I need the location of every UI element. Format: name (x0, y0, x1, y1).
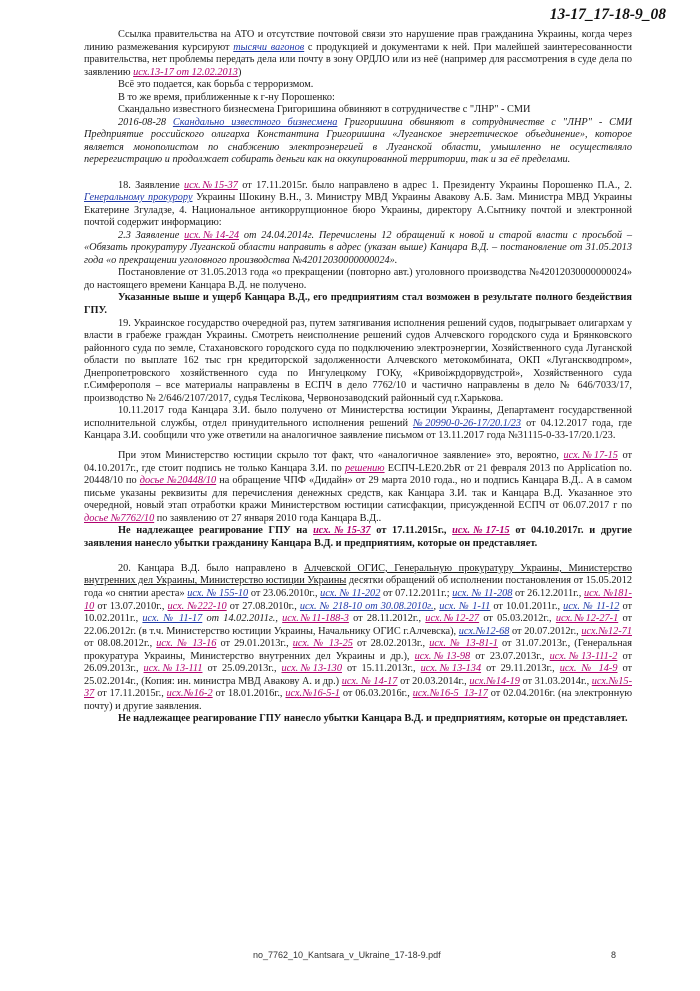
text-run: 2.3 Заявление (118, 229, 185, 241)
text-run: от 25.09.2013г., (202, 663, 282, 675)
link-ref-12-27-1[interactable]: исх.№12-27-1 (555, 613, 619, 625)
text-run: от 17.11.2015г., (94, 688, 167, 700)
text-run: от 23.07.2013г., (470, 650, 550, 662)
paragraph-19: 19. Украинское государство очередной раз, путем затягивания исполнения решений судов, подыгрывает олигархам у власти в грабеже граждан Украины. Смотреть неисполнение решений судов Алчевского городского суда и Брянковского районного суда по земле, Стахановского городского суда по подключению электроэнергии, Хозяйственного суда Луганской области по выплате 162 тыс грн кредиторской задолженности Алчевского метокомбината, ОКП «Луганскводпром», Днепропетровского хозяйственного суда по Ингулецкому ГОКу, «Кривоіжрдорвудстрой», Хозяйственного суда г.Симферополя – все материалы направлены в ЕСПЧ в дело 7762/10 и частично направлены в дело № 646/7033/17, производство № 2/646/2107/2017, судья Теслікова, Червонозаводский районный суд г.Харькова. (84, 317, 632, 404)
link-ref-218-10[interactable]: исх. № 218-10 от 30.08.2010г. (299, 600, 434, 612)
link-ref-155-10[interactable]: исх. № 155-10 (187, 587, 249, 599)
link-ref-11-188-3[interactable]: исх.№11-188-3 (282, 613, 349, 625)
text-run: от 22.06.2012г. (в т.ч. Министерство юстиции Украины, Начальнику ОГИС г.Алчевска), (84, 613, 633, 637)
text-run: от 18.01.2016г., (212, 688, 286, 700)
link-ref-17-15[interactable]: исх.№17-15 (452, 525, 510, 537)
text-run: от 14.02.2011г., (202, 613, 283, 625)
text-run: на обращение ЧПФ «Дидайн» от 29 марта 2010 года., но и подпись Канцара В.Д.. А в самом письме указаны реквизиты для перечисления денежных средств, как Канцара З.И. так и Канцара В.Д. Указанное это очередной, новый этап отработки кражи Министерством юстиции сатисфакции, присужденной ЕСПЧ от 06.07.2017 г по (84, 475, 632, 512)
link-ref-13-98[interactable]: исх.№13-98 (414, 650, 471, 662)
link-ref-16-2[interactable]: исх.№16-2 (166, 688, 213, 700)
link-prosecutor-general[interactable]: Генеральному прокурору (84, 192, 193, 204)
paragraph-20 (84, 563, 632, 714)
paragraph-ministry-justice (84, 405, 632, 443)
text-run: от 07.12.2011г.; (380, 587, 453, 599)
paragraph-grigorishin-quote (84, 117, 632, 167)
text-run: 20. Канцара В.Д. было направлено в (118, 562, 304, 574)
link-dossier-7762[interactable]: досье №7762/10 (84, 512, 155, 524)
link-ref-20990[interactable]: №20990-0-26-17/20.1/23 (413, 417, 522, 429)
text-run: от 25.02.2014г., (Копия: ин. министра МВД Авакову А. и др.) (84, 663, 633, 687)
paragraph-improper-response (84, 525, 632, 550)
link-ref-13-17[interactable]: исх.13-17 от 12.02.2013 (133, 66, 238, 78)
text-run: от 15.11.2013г., (341, 663, 421, 675)
link-ref-14-19[interactable]: исх.№14-19 (469, 675, 520, 687)
link-dossier-20448[interactable]: досье №20448/10 (139, 475, 217, 487)
link-ref-11-202[interactable]: исх. № 11-202 (320, 587, 381, 599)
link-ref-1-11[interactable]: исх. № 1-11 (439, 600, 491, 612)
link-ref-16-5-13-17[interactable]: исх.№16-5_13-17 (412, 688, 488, 700)
link-ref-12-27[interactable]: исх.№12-27 (425, 613, 480, 625)
spacer (84, 167, 632, 180)
link-ref-13-134[interactable]: исх.№13-134 (420, 663, 482, 675)
text-run: от 26.09.2013г., (84, 650, 633, 675)
link-ref-11-12[interactable]: исх. № 11-12 (563, 600, 620, 612)
text-run: от 31.07.2013г., (Генеральная прокуратура Украины, Министерство внутренних дел Украины и др.), (84, 638, 632, 662)
text-run: от 24.04.2014г. Перечислены 12 обращений к новой и старой власти с просьбой – «Обязать прокуратуру Луганской области направить в адрес (указан выше) Канцара В.Д. – постановление от 31.05.2013 года «о прекращении уголовного производства №42012030000000024». (84, 229, 632, 266)
paragraph-ato (84, 29, 632, 79)
text-run: от 04.10.2017г. и другие заявления нанесло убытки гражданину Канцара В.Д. и предприятиям, которые он представляет. (84, 525, 632, 549)
link-ref-11-208[interactable]: исх. № 11-208 (452, 587, 513, 599)
footer-filename: no_7762_10_Kantsara_v_Ukraine_17-18-9.pdf (253, 950, 441, 960)
text-run: от 10.02.2011г., (84, 600, 633, 625)
link-ref-15-37[interactable]: исх.№15-37 (313, 525, 371, 537)
paragraph-2-3 (84, 230, 632, 268)
text-run: по заявлению от 27 января 2010 года Канцара В.Д.. (154, 512, 382, 524)
text-run: от 28.11.2012г., (348, 613, 426, 625)
footer-page-number: 8 (611, 950, 617, 960)
link-ref-13-130[interactable]: исх.№13-130 (281, 663, 342, 675)
text-run: Украины Шокину В.Н., 3. Министру МВД Украины Авакову А.Б. Зам. Министра МВД Украины Екатерине Згуладзе, 4. Национальное антикоррупционное бюро Украины, директору А.Сытнику почтой и электронной почтой содержит информацию: (84, 192, 632, 229)
paragraph-analogous (84, 450, 632, 525)
text-run: от 31.03.2014г., (519, 675, 592, 687)
text-run: с продукцией и документами к ней. При малейшей заинтересованности правительства, нет проблемы передать дела или почту в зону ОРДЛО или из неё (например для рассмотрения в суде дела по заявлению (84, 41, 632, 78)
text-run: от 06.03.2016г., (339, 688, 413, 700)
link-ref-13-111[interactable]: исх.№13-111 (143, 663, 203, 675)
text-run: от 02.04.2016г. (на электронную почту) и другие заявления. (84, 688, 633, 712)
document-page-id: 13-17_17-18-9_08 (549, 6, 666, 23)
text-run: ) (237, 66, 242, 78)
link-ref-222-10[interactable]: исх. №222-10 (167, 600, 227, 612)
link-decision[interactable]: решению (344, 462, 385, 474)
link-ref-11-17[interactable]: исх. № 11-17 (142, 613, 203, 625)
text-run: десятки обращений об исполнении постановления от 15.05.2012 года «о снятии ареста» (84, 575, 632, 599)
text-run: от 29.11.2013г., (481, 663, 560, 675)
link-ref-14-17[interactable]: исх. № 14-17 (341, 675, 398, 687)
paragraph-18 (84, 180, 632, 230)
text-run: от 28.02.2013г., (352, 638, 430, 650)
link-ref-12-68[interactable]: исх.№12-68 (458, 625, 510, 637)
link-wagons[interactable]: тысячи вагонов (233, 41, 305, 53)
text-run: Григоришина обвиняют в сотрудничестве с "ЛНР" - СМИ Предприятие российского олигарха Константина Григоришина «Луганское энергетическое объединение», которое является монополистом по снабжению электроэнергией в Луганской области, умышленно не осуществляло перерегистрацию и продолжает собирать деньги как на оккупированной территории, так и за её пределами. (84, 116, 632, 166)
link-ref-13-25[interactable]: исх. № 13-25 (292, 638, 353, 650)
link-ref-13-16[interactable]: исх. № 13-16 (156, 638, 217, 650)
text-run: от 17.11.2015г., (370, 525, 453, 537)
link-ref-13-81-1[interactable]: исх. № 13-81-1 (429, 638, 498, 650)
text-run: от 23.06.2010г., (248, 587, 321, 599)
text-run: 18. Заявление (118, 179, 184, 191)
text-run: от 08.08.2012г., (84, 638, 157, 650)
text-run: 2016-08-28 (118, 116, 173, 128)
text-run: от 04.12.2017 года, где Канцара З.И. сообщили что уже ответили на аналогичное заявление письмом от 13.11.2017 года №31115-0-33-17/20.1/23. (84, 417, 632, 442)
link-ref-17-15[interactable]: исх.№17-15 (563, 450, 618, 461)
text-run: от 04.10.2017г., где стоит подпись не только Канцара З.И. по (84, 450, 632, 474)
text-run: от 27.08.2010г., (226, 600, 300, 612)
text-run: от 17.11.2015г. было направлено в адрес 1. Президенту Украины Порошенко П.А., 2. (237, 179, 633, 191)
link-authorities[interactable]: Алчевской ОГИС, Генеральную прокуратуру Украины, Министерство внутренних дел Украины, Министерство юстиции Украины (84, 562, 632, 587)
text-run: 10.11.2017 года Канцара З.И. было получено от Министерства юстиции Украины, Департамент государственной исполнительной службы, отдел принудительного исполнения решений (84, 405, 632, 429)
link-scandal-news[interactable]: Скандально известного бизнесмена (172, 116, 338, 128)
text-run: от 13.07.2010г., (94, 600, 168, 612)
link-ref-14-24[interactable]: исх.№14-24 (184, 229, 240, 241)
link-ref-13-111-2[interactable]: исх.№13-111-2 (549, 650, 618, 662)
text-run: от 20.07.2012г., (509, 625, 582, 637)
text-run: от 20.03.2014г., (397, 675, 470, 687)
spacer (84, 443, 632, 450)
link-ref-15-37[interactable]: исх.№15-37 (84, 675, 632, 700)
spacer (84, 550, 632, 563)
paragraph-poroshenko: В то же время, приближенные к г-ну Порошенко: (118, 91, 335, 103)
link-ref-14-9[interactable]: исх. № 14-9 (559, 663, 618, 675)
link-ref-12-71[interactable]: исх.№12-71 (581, 625, 632, 637)
link-ref-15-37[interactable]: исх.№15-37 (184, 179, 238, 191)
paragraph-resolution: Постановление от 31.05.2013 года «о прекращении (повторно авт.) уголовного производства №42012030000000024» до настоящего времени Канцара В.Д. не получено. (84, 267, 632, 291)
text-run: ЕСПЧ-LE20.2bR от 21 февраля 2013 по Application no. 20448/10 по (84, 462, 632, 487)
text-run: Не надлежащее реагирование ГПУ на (118, 525, 314, 537)
text-run: от 26.12.2011г., (512, 587, 584, 599)
text-run: , (433, 600, 440, 612)
paragraph-grigorishin-headline: Скандально известного бизнесмена Григоришина обвиняют в сотрудничестве с "ЛНР" - СМИ (118, 104, 531, 116)
paragraph-terrorism: Всё это подается, как борьба с терроризмом. (118, 79, 314, 91)
text-run: Ссылка правительства на АТО и отсутствие почтовой связи это нарушение прав гражданина Украины, когда через линию размежевания курсируют (84, 29, 632, 53)
paragraph-damage-gpu: Указанные выше и ущерб Канцара В.Д., его предприятиям стал возможен в результате полного бездействия ГПУ. (84, 292, 632, 316)
link-ref-181-10[interactable]: исх. №181-10 (84, 587, 632, 612)
text-run: от 05.03.2012г., (479, 613, 556, 625)
link-ref-16-5-1[interactable]: исх.№16-5-1 (285, 688, 340, 700)
paragraph-final-damage: Не надлежащее реагирование ГПУ нанесло убытки Канцара В.Д. и предприятиям, которые он представляет. (118, 713, 628, 725)
text-run: от 29.01.2013г., (216, 638, 293, 650)
text-run: от 10.01.2011г., (490, 600, 564, 612)
text-run: При этом Министерство юстиции скрыло тот факт, что «аналогичное заявление» это, вероятно, (118, 450, 564, 461)
document-body (84, 29, 632, 726)
